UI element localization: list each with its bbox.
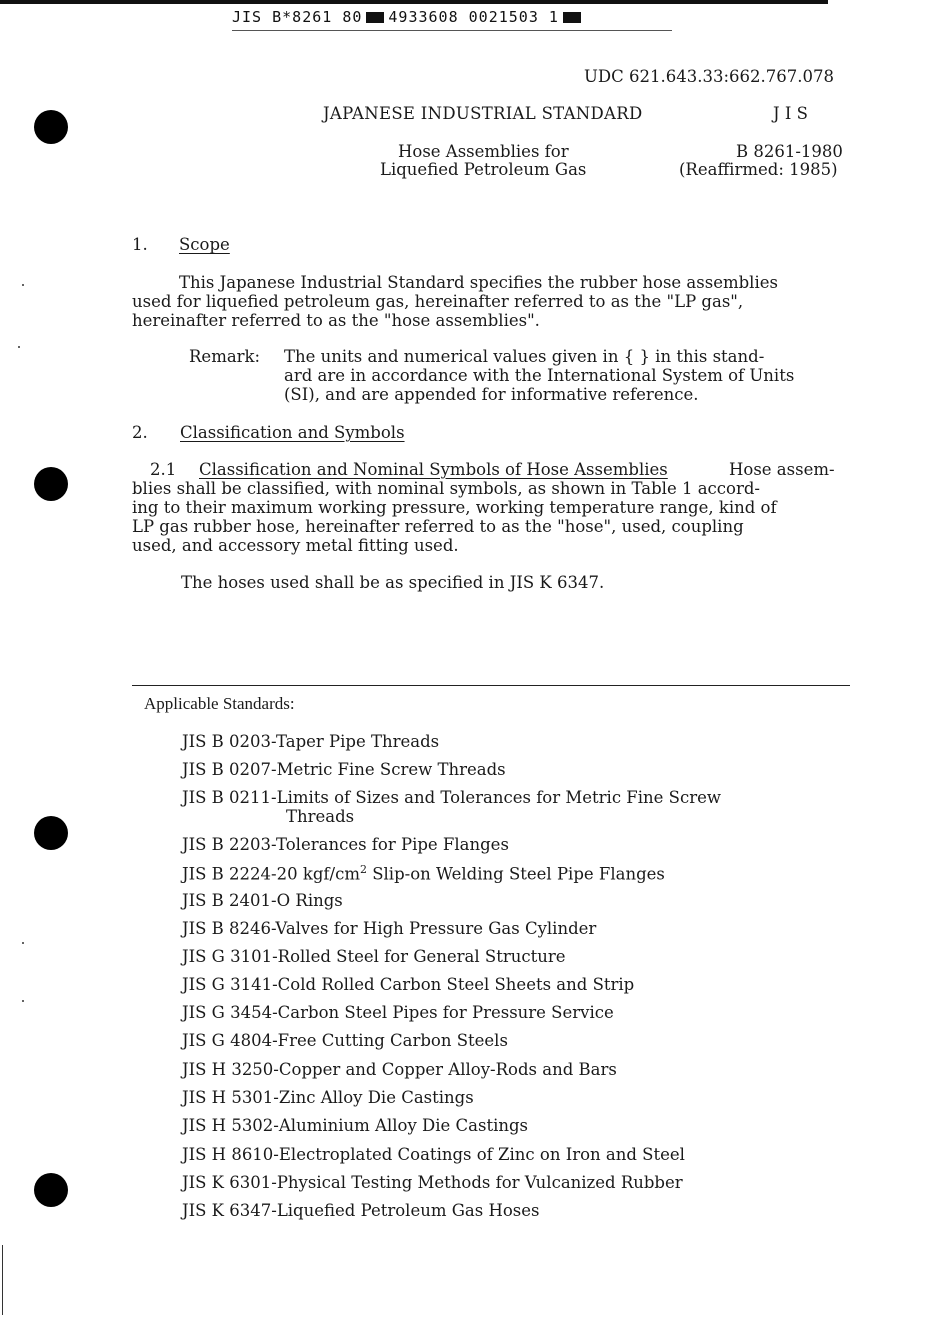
scan-speck: [22, 1000, 24, 1002]
standard-item: JIS G 4804-Free Cutting Carbon Steels: [182, 1031, 508, 1050]
remark-text: [284, 347, 794, 404]
scope-line: This Japanese Industrial Standard specifies the rubber hose assemblies: [179, 273, 778, 292]
classification-line: used, and accessory metal fitting used.: [132, 536, 459, 555]
reaffirmed-date: (Reaffirmed: 1985): [679, 160, 838, 179]
standard-item: JIS G 3454-Carbon Steel Pipes for Pressure Service: [182, 1003, 614, 1022]
scan-speck: [22, 942, 24, 944]
subsection-number: 2.1: [150, 460, 177, 479]
standard-item: JIS B 0203-Taper Pipe Threads: [182, 732, 440, 751]
subsection-title: Classification and Nominal Symbols of Hose Assemblies: [199, 460, 668, 479]
remark-line: ard are in accordance with the International System of Units: [284, 366, 795, 385]
section-1-number: 1.: [132, 235, 148, 254]
punch-hole: [34, 467, 68, 501]
standard-item: JIS B 8246-Valves for High Pressure Gas Cylinder: [182, 919, 597, 938]
document-header-code: [232, 8, 585, 26]
section-1-title: Scope: [179, 235, 230, 254]
standard-item: JIS K 6347-Liquefied Petroleum Gas Hoses: [182, 1201, 540, 1220]
applicable-standards-heading: Applicable Standards:: [144, 694, 295, 713]
section-2-number: 2.: [132, 423, 148, 442]
hoses-note: The hoses used shall be as specified in JIS K 6347.: [181, 573, 605, 592]
classification-line: ing to their maximum working pressure, working temperature range, kind of: [132, 498, 777, 517]
punch-hole: [34, 110, 68, 144]
standard-item: JIS B 2203-Tolerances for Pipe Flanges: [182, 835, 509, 854]
standard-item-text: Slip-on Welding Steel Pipe Flanges: [366, 864, 665, 884]
punch-hole: [34, 816, 68, 850]
standard-item: JIS H 5301-Zinc Alloy Die Castings: [182, 1088, 474, 1107]
scan-top-border: [0, 0, 828, 4]
standard-item: JIS B 0207-Metric Fine Screw Threads: [182, 760, 506, 779]
punch-hole: [34, 1173, 68, 1207]
scope-paragraph: [132, 273, 844, 330]
standard-item: JIS H 5302-Aluminium Alloy Die Castings: [182, 1116, 529, 1135]
standard-title: JAPANESE INDUSTRIAL STANDARD: [323, 104, 643, 123]
document-number: B 8261-1980: [736, 142, 843, 161]
header-code-mid: 4933608 0021503 1: [388, 8, 559, 26]
standard-item: JIS B 2401-O Rings: [182, 891, 343, 910]
document-title-line1: Hose Assemblies for: [398, 142, 569, 161]
scan-margin-line: [2, 1245, 3, 1315]
document-title-line2: Liquefied Petroleum Gas: [380, 160, 587, 179]
scan-speck: [18, 346, 20, 348]
header-underline: [232, 30, 672, 31]
classification-line: LP gas rubber hose, hereinafter referred to as the "hose", used, coupling: [132, 517, 744, 536]
standard-item: JIS H 8610-Electroplated Coatings of Zinc on Iron and Steel: [182, 1145, 685, 1164]
standard-item: JIS B 0211-Limits of Sizes and Tolerances for Metric Fine Screw: [182, 788, 721, 807]
standard-item: JIS G 3141-Cold Rolled Carbon Steel Sheets and Strip: [182, 975, 635, 994]
udc-number: UDC 621.643.33:662.767.078: [584, 67, 835, 86]
footnote-rule: [132, 685, 850, 686]
standard-item-continuation: Threads: [286, 807, 355, 826]
classification-line: blies shall be classified, with nominal symbols, as shown in Table 1 accord-: [132, 479, 760, 498]
section-2-title: Classification and Symbols: [180, 423, 405, 442]
redaction-block: [563, 12, 581, 23]
redaction-block: [366, 12, 384, 23]
scope-line: used for liquefied petroleum gas, hereinafter referred to as the "LP gas",: [132, 292, 744, 311]
standard-item: [182, 863, 665, 884]
superscript: 2: [359, 863, 367, 876]
standard-item: JIS K 6301-Physical Testing Methods for Vulcanized Rubber: [182, 1173, 683, 1192]
scope-line: hereinafter referred to as the "hose assemblies".: [132, 311, 540, 330]
jis-mark: J I S: [773, 104, 808, 123]
standard-item-text: JIS B 2224-20 kgf/cm: [182, 864, 360, 884]
standard-item: JIS G 3101-Rolled Steel for General Structure: [182, 947, 566, 966]
remark-line: The units and numerical values given in { } in this stand-: [284, 347, 765, 366]
header-code-prefix: JIS B*8261 80: [232, 8, 363, 26]
remark-line: (SI), and are appended for informative reference.: [284, 385, 699, 404]
remark-label: Remark:: [189, 347, 261, 366]
subsection-line: Hose assem-: [729, 460, 835, 479]
standard-item: JIS H 3250-Copper and Copper Alloy-Rods and Bars: [182, 1060, 617, 1079]
classification-paragraph: [132, 479, 777, 555]
scan-speck: [22, 284, 24, 286]
